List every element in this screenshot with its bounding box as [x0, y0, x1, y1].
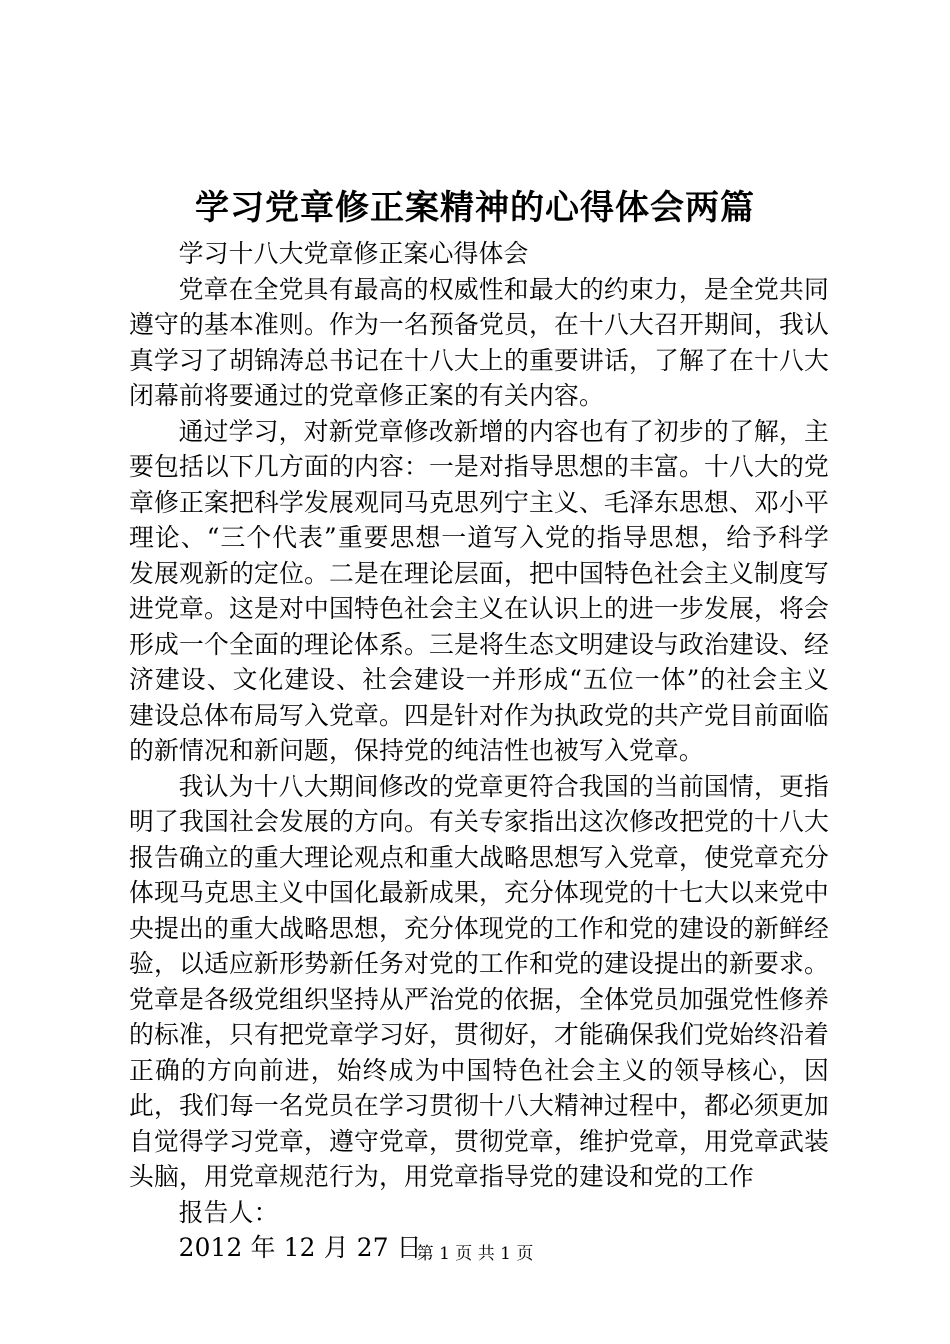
- document-title: 学习党章修正案精神的心得体会两篇: [195, 188, 755, 228]
- reporter-label: 报告人：: [178, 1197, 279, 1227]
- document-body: [129, 236, 829, 1266]
- body-paragraph: 党章在全党具有最高的权威性和最大的约束力，是全党共同遵守的基本准则。作为一名预备党员，在十八大召开期间，我认真学习了胡锦涛总书记在十八大上的重要讲话，了解了在十八大闭幕前将要通过的党章修正案的有关内容。: [129, 274, 829, 410]
- document-subtitle: 学习十八大党章修正案心得体会: [178, 239, 529, 268]
- report-date: 2012 年 12 月 27 日: [178, 1233, 422, 1262]
- body-paragraph: 我认为十八大期间修改的党章更符合我国的当前国情，更指明了我国社会发展的方向。有关专家指出这次修改把党的十八大报告确立的重大理论观点和重大战略思想写入党章，使党章充分体现马克思主义中国化最新成果，充分体现党的十七大以来党中央提出的重大战略思想，充分体现党的工作和党的建设的新鲜经验，以适应新形势新任务对党的工作和党的建设提出的新要求。党章是各级党组织坚持从严治党的依据，全体党员加强党性修养的标准，只有把党章学习好，贯彻好，才能确保我们党始终沿着正确的方向前进，始终成为中国特色社会主义的领导核心，因此，我们每一名党员在学习贯彻十八大精神过程中，都必须更加自觉得学习党章，遵守党章，贯彻党章，维护党章，用党章武装头脑，用党章规范行为，用党章指导党的建设和党的工作: [129, 771, 829, 1191]
- body-paragraph: 通过学习，对新党章修改新增的内容也有了初步的了解，主要包括以下几方面的内容：一是对指导思想的丰富。十八大的党章修正案把科学发展观同马克思列宁主义、毛泽东思想、邓小平理论、“三个代表”重要思想一道写入党的指导思想，给予科学发展观新的定位。二是在理论层面，把中国特色社会主义制度写进党章。这是对中国特色社会主义在认识上的进一步发展，将会形成一个全面的理论体系。三是将生态文明建设与政治建设、经济建设、文化建设、社会建设一并形成“五位一体”的社会主义建设总体布局写入党章。四是针对作为执政党的共产党目前面临的新情况和新问题，保持党的纯洁性也被写入党章。: [129, 416, 829, 765]
- page-footer: 第 1 页 共 1 页: [416, 1244, 534, 1264]
